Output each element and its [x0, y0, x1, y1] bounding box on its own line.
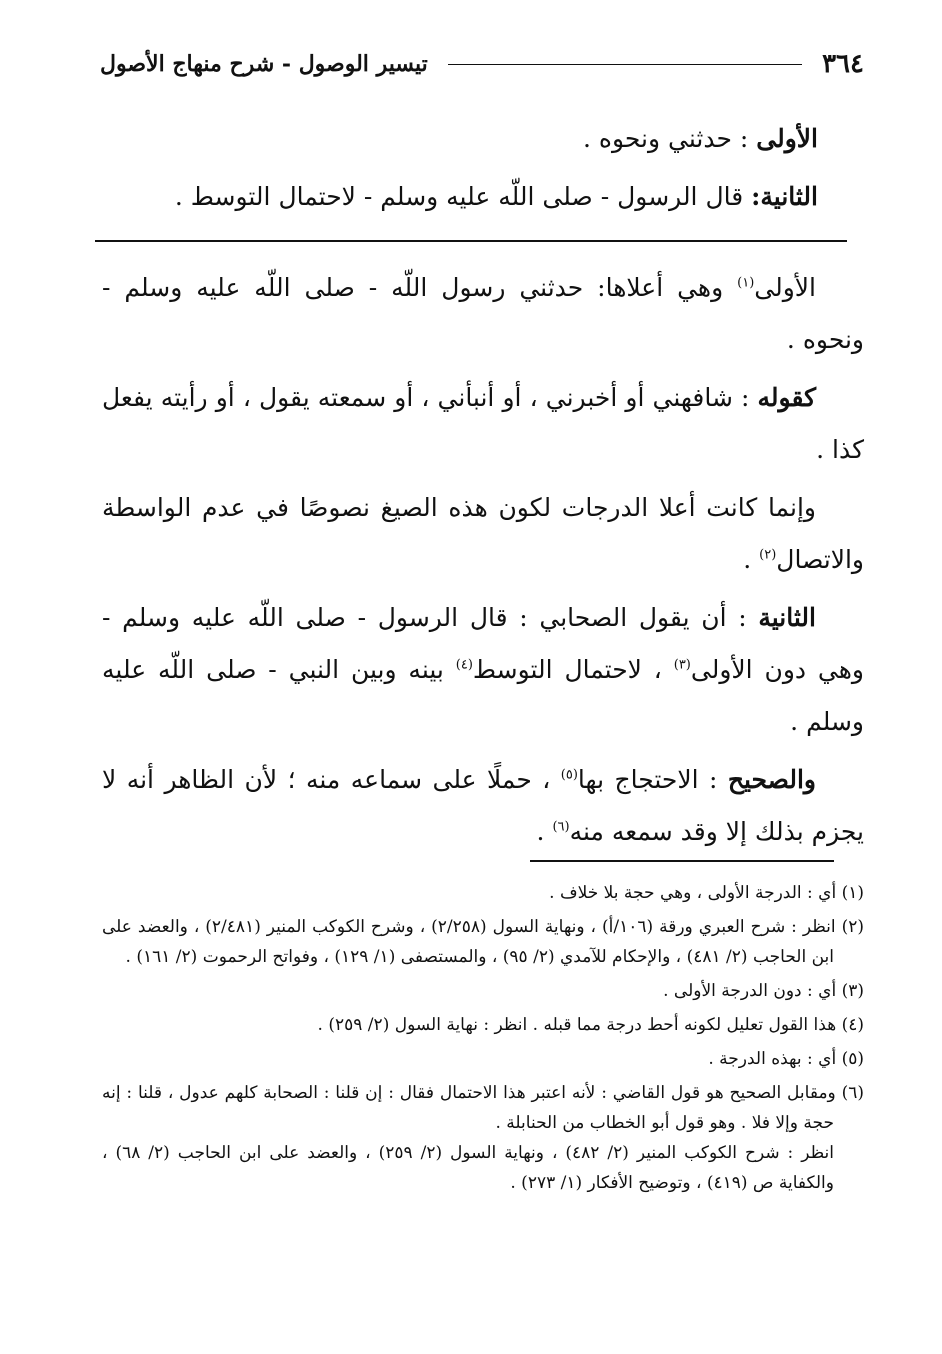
paragraph-text-a: : أن يقول الصحابي : قال الرسول - صلى اللّه عليه وسلم - وهي دون الأولى: [102, 603, 864, 684]
paragraph-text-b: ، حملًا على سماعه منه ؛ لأن الظاهر أنه لا يجزم بذلك إلا وقد سمعه منه: [102, 765, 864, 846]
paragraph-lead: الأولى: [754, 273, 816, 302]
paragraph-text-c: بينه وبين النبي - صلى اللّه عليه وسلم .: [102, 655, 864, 736]
paragraph-label: والصحيح: [727, 765, 816, 794]
paragraph-label: الثانية: [758, 603, 816, 632]
paragraph-first-degree: [102, 262, 864, 366]
footnote-ref-6[interactable]: (٦): [552, 819, 570, 835]
summary-box: [94, 122, 818, 238]
footnote-ref-2[interactable]: (٢): [759, 547, 777, 563]
summary-text-second: قال الرسول - صلى اللّه عليه وسلم - لاحتمال التوسط .: [174, 182, 752, 211]
footnote-3: (٣) أي : دون الدرجة الأولى .: [663, 981, 864, 1001]
footnote-2: (٢) انظر : شرح العبري ورقة (١٠٦/أ) ، ونهاية السول (٢/٢٥٨) ، وشرح الكوكب المنير (٢/٤٨١) ، والعضد على ابن الحاجب (٢/ ٤٨١) ، والإحكام للآمدي (٢/ ٩٥) ، والمستصفى (١/ ١٢٩) ، وفواتح الرحموت (٢/ ١٦١) .: [102, 917, 864, 967]
footnote-ref-4[interactable]: (٤): [455, 657, 473, 673]
paragraph-label: كقوله: [757, 383, 816, 412]
footnote-ref-1[interactable]: (١): [737, 275, 755, 291]
header-rule: [448, 64, 802, 65]
summary-label-second: الثانية:: [751, 182, 818, 211]
footnote-1: (١) أي : الدرجة الأولى ، وهي حجة بلا خلاف .: [549, 883, 864, 903]
footnote-ref-3[interactable]: (٣): [673, 657, 691, 673]
summary-text-first: : حدثني ونحوه .: [583, 124, 757, 153]
paragraph-end: .: [743, 545, 760, 574]
paragraph-text: وهي أعلاها: حدثني رسول اللّه - صلى اللّه عليه وسلم - ونحوه .: [102, 273, 864, 354]
paragraph-text: : شافهني أو أخبرني ، أو أنبأني ، أو سمعته يقول ، أو رأيته يفعل كذا .: [102, 383, 864, 464]
page-number: ٣٦٤: [822, 49, 864, 79]
paragraph-second-degree: [102, 592, 864, 748]
summary-label-first: الأولى: [756, 124, 818, 153]
summary-line-second: [94, 180, 818, 214]
paragraph-text-b: ، لاحتمال التوسط: [472, 655, 674, 684]
paragraph-text-a: : الاحتجاج بها: [577, 765, 728, 794]
page-header: [100, 44, 864, 84]
paragraph-end: .: [536, 817, 553, 846]
footnote-6: [102, 1078, 864, 1198]
paragraph-text: وإنما كانت أعلا الدرجات لكون هذه الصيغ نصوصًا في عدم الواسطة والاتصال: [102, 493, 864, 574]
footnote-6-refs: انظر : شرح الكوكب المنير (٢/ ٤٨٢) ، ونهاية السول (٢/ ٢٥٩) ، والعضد على ابن الحاجب (٢/ ٦٨) ، والكفاية ص (٤١٩) ، وتوضيح الأفكار (١/ ٢٧٣) .: [102, 1143, 834, 1193]
summary-line-first: [94, 122, 818, 156]
running-title: تيسير الوصول - شرح منهاج الأصول: [100, 51, 428, 77]
footnote-ref-5[interactable]: (٥): [560, 767, 578, 783]
summary-rule: [95, 240, 847, 242]
footnote-4: (٤) هذا القول تعليل لكونه أحط درجة مما قبله . انظر : نهاية السول (٢/ ٢٥٩) .: [317, 1015, 864, 1035]
paragraph-reason: [102, 482, 864, 586]
footnote-separator: [530, 860, 834, 862]
footnotes: [102, 878, 864, 1202]
footnote-6-text: (٦) ومقابل الصحيح هو قول القاضي : لأنه اعتبر هذا الاحتمال فقال : إن قلنا : الصحابة كلهم عدول ، قلنا : إنه حجة وإلا فلا . وهو قول أبو الخطاب من الحنابلة .: [102, 1083, 864, 1133]
paragraph-correct-view: [102, 754, 864, 858]
main-text: [102, 262, 864, 864]
paragraph-examples: [102, 372, 864, 476]
footnote-5: (٥) أي : بهذه الدرجة .: [708, 1049, 864, 1069]
